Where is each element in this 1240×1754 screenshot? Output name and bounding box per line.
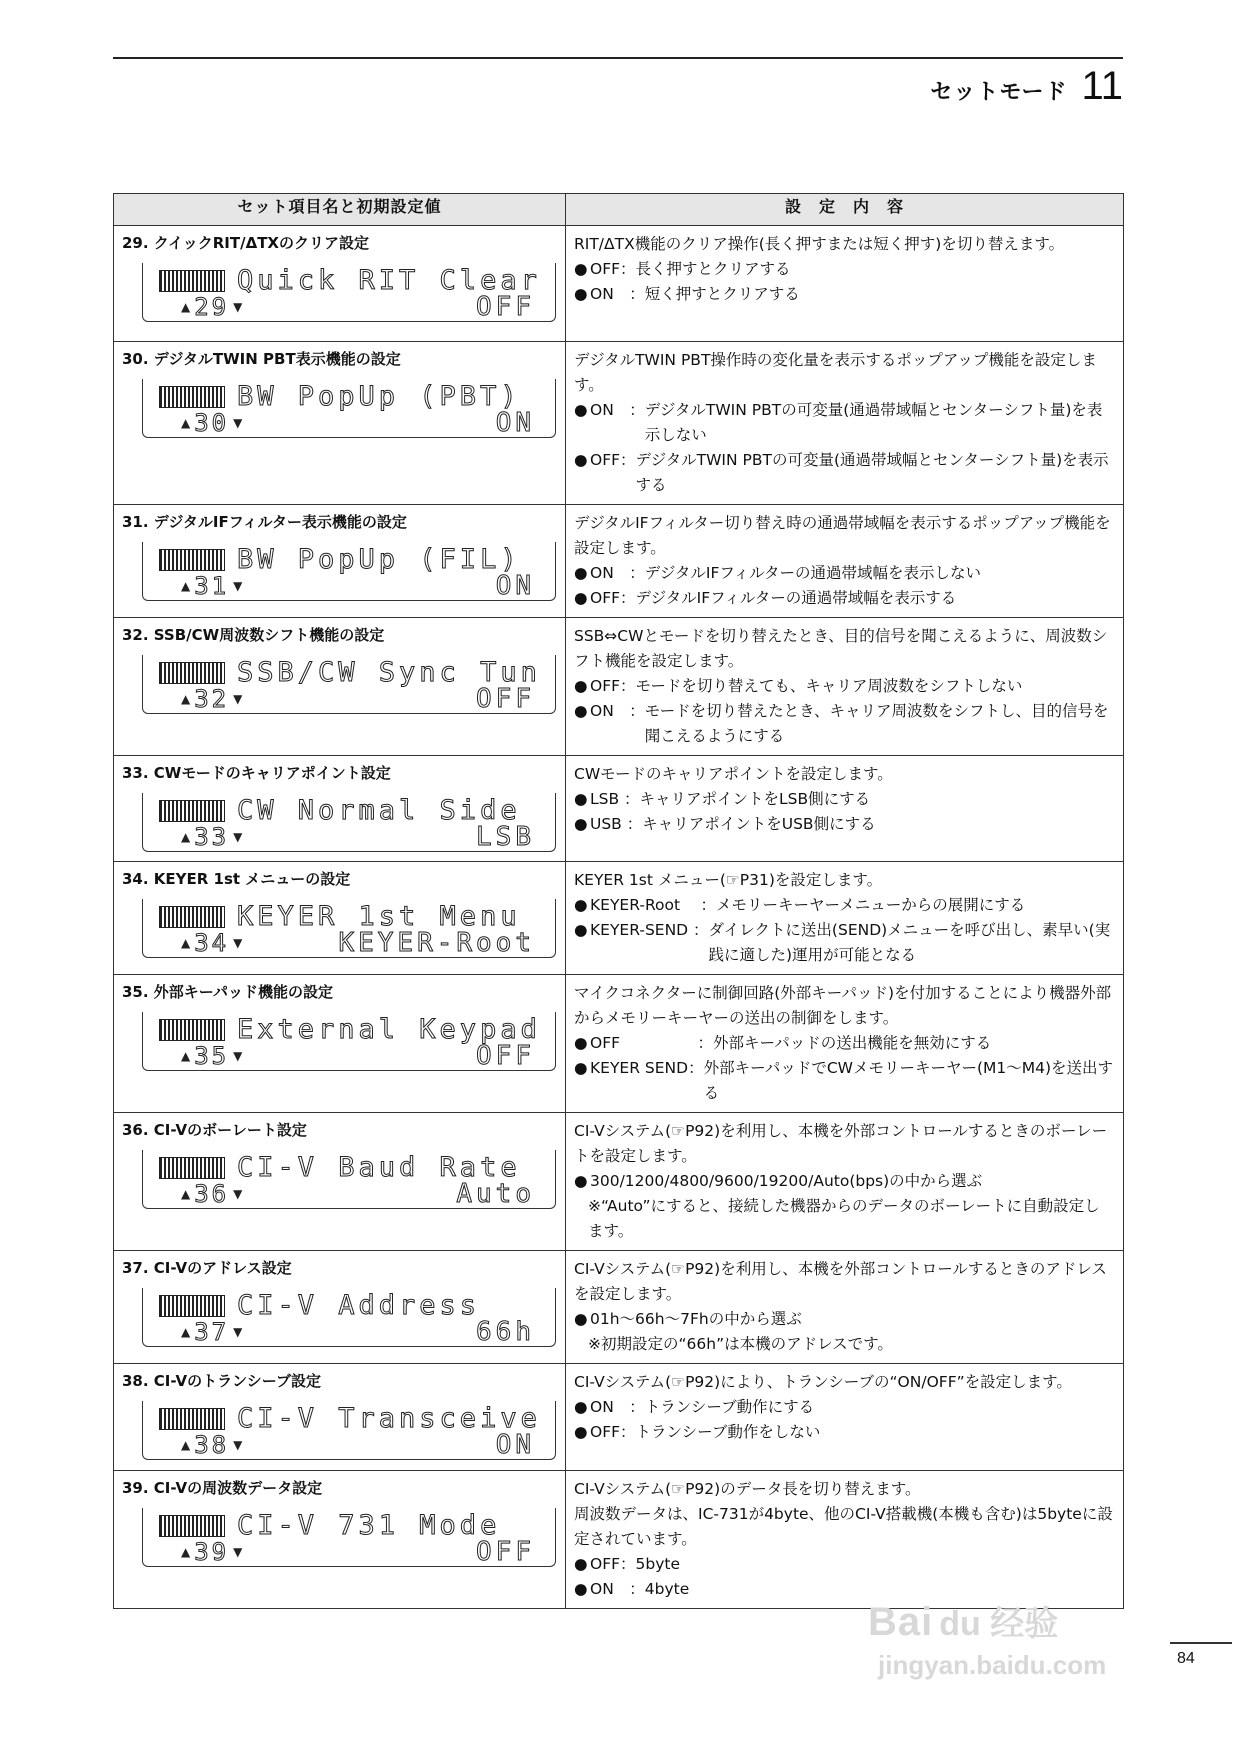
bullet-item — [574, 699, 1115, 749]
down-arrow-icon: ▼ — [233, 936, 243, 950]
option-text: キャリアポイントをLSB側にする — [639, 790, 871, 808]
set-mode-icon — [159, 906, 225, 928]
option-text: デジタルIFフィルターの通過帯域幅を表示する — [635, 589, 957, 607]
bullet-item — [574, 787, 1115, 812]
description-text: マイクコネクターに制御回路(外部キーパッド)を付加することにより機器外部からメモリーキーヤーの送出の制御をします。 — [574, 984, 1112, 1027]
option-key: OFF： — [590, 1555, 636, 1573]
bullet-icon: ● — [574, 1555, 588, 1573]
bullet-icon: ● — [574, 1580, 588, 1598]
lcd-default-value: Auto — [456, 1179, 535, 1209]
up-arrow-icon: ▲ — [181, 416, 191, 430]
content-cell — [566, 1364, 1124, 1471]
lcd-item-number: 30 — [194, 409, 230, 437]
description-text: KEYER 1st メニュー(☞P31)を設定します。 — [574, 871, 883, 889]
bullet-item — [574, 257, 1115, 282]
lcd-display — [142, 263, 556, 322]
item-cell — [114, 1364, 566, 1471]
bullet-item — [574, 812, 1115, 837]
col-header-item: セット項目名と初期設定値 — [114, 194, 566, 226]
option-text: キャリアポイントをUSB側にする — [642, 815, 876, 833]
lcd-default-value: OFF — [476, 1537, 535, 1567]
bullet-icon: ● — [574, 285, 588, 303]
content-cell — [566, 618, 1124, 756]
up-arrow-icon: ▲ — [181, 692, 191, 706]
item-cell — [114, 618, 566, 756]
bullet-item — [574, 893, 1115, 918]
option-text: 長く押すとクリアする — [635, 260, 791, 278]
bullet-icon: ● — [574, 260, 588, 278]
lcd-display — [142, 542, 556, 601]
lcd-item-name: External Keypad — [237, 1014, 541, 1045]
content-cell — [566, 1113, 1124, 1251]
lcd-default-value: ON — [495, 1430, 535, 1460]
lcd-item-name: CW Normal Side — [237, 795, 521, 826]
item-cell — [114, 862, 566, 975]
description-text: CI-Vシステム(☞P92)を利用し、本機を外部コントロールするときのアドレスを設定します。 — [574, 1260, 1107, 1303]
item-cell — [114, 505, 566, 618]
lcd-display — [142, 1508, 556, 1567]
option-key: OFF： — [590, 260, 636, 278]
page-number: 84 — [1177, 1650, 1195, 1667]
bullet-item — [574, 918, 1115, 968]
item-title: 32. SSB/CW周波数シフト機能の設定 — [122, 626, 385, 644]
content-cell — [566, 1251, 1124, 1364]
lcd-item-name: CI-V Address — [237, 1290, 481, 1321]
chapter-number: 11 — [1081, 64, 1123, 108]
lcd-default-value: KEYER-Root — [338, 928, 535, 958]
option-text: デジタルTWIN PBTの可変量(通過帯域幅とセンターシフト量)を表示しない — [644, 401, 1103, 444]
lcd-default-value: 66h — [476, 1317, 535, 1347]
set-mode-icon — [159, 1019, 225, 1041]
item-title: 33. CWモードのキャリアポイント設定 — [122, 764, 391, 782]
table-row — [114, 756, 1124, 862]
set-mode-icon — [159, 662, 225, 684]
table-header-row — [114, 194, 1124, 226]
up-arrow-icon: ▲ — [181, 1187, 191, 1201]
description-text: RIT/ΔTX機能のクリア操作(長く押すまたは短く押す)を切り替えます。 — [574, 235, 1065, 253]
watermark-logo — [868, 1596, 1058, 1645]
item-cell — [114, 226, 566, 342]
set-mode-icon — [159, 1157, 225, 1179]
content-cell — [566, 862, 1124, 975]
option-text: 300/1200/4800/9600/19200/Auto(bps)の中から選ぶ — [590, 1172, 983, 1190]
up-arrow-icon: ▲ — [181, 1049, 191, 1063]
option-text: メモリーキーヤーメニューからの展開にする — [716, 896, 1026, 914]
lcd-default-value: ON — [495, 408, 535, 438]
option-key: LSB ： — [590, 790, 640, 808]
bullet-icon: ● — [574, 1034, 588, 1052]
lcd-item-name: CI-V Transceive — [237, 1403, 541, 1434]
lcd-display — [142, 379, 556, 438]
option-key: OFF： — [590, 451, 636, 469]
bullet-icon: ● — [574, 1310, 588, 1328]
bullet-icon: ● — [574, 677, 588, 695]
bullet-icon: ● — [574, 790, 588, 808]
set-mode-icon — [159, 1295, 225, 1317]
lcd-item-name: CI-V 731 Mode — [237, 1510, 501, 1541]
content-cell — [566, 756, 1124, 862]
option-key: ON ： — [590, 564, 645, 582]
lcd-default-value: OFF — [476, 684, 535, 714]
up-arrow-icon: ▲ — [181, 579, 191, 593]
item-cell — [114, 1251, 566, 1364]
bullet-item — [574, 398, 1115, 448]
set-mode-icon — [159, 270, 225, 292]
table-row — [114, 618, 1124, 756]
option-text: トランシーブ動作をしない — [635, 1423, 821, 1441]
bullet-icon: ● — [574, 1423, 588, 1441]
lcd-display — [142, 793, 556, 852]
item-title: 29. クイックRIT/ΔTXのクリア設定 — [122, 234, 369, 252]
option-text: 01h〜66h〜7Fhの中から選ぶ — [590, 1310, 802, 1328]
item-title: 36. CI-Vのボーレート設定 — [122, 1121, 307, 1139]
up-arrow-icon: ▲ — [181, 1438, 191, 1452]
bullet-item — [574, 448, 1115, 498]
lcd-item-number: 35 — [194, 1042, 230, 1070]
lcd-item-number: 38 — [194, 1431, 230, 1459]
item-title: 31. デジタルIFフィルター表示機能の設定 — [122, 513, 407, 531]
option-key: OFF ： — [590, 1034, 714, 1052]
lcd-default-value: OFF — [476, 1041, 535, 1071]
lcd-item-name: KEYER 1st Menu — [237, 901, 521, 932]
down-arrow-icon: ▼ — [233, 692, 243, 706]
item-cell — [114, 342, 566, 505]
bullet-icon: ● — [574, 401, 588, 419]
option-text: ダイレクトに送出(SEND)メニューを呼び出し、素早い(実践に適した)運用が可能となる — [708, 921, 1111, 964]
option-key: OFF： — [590, 677, 636, 695]
set-mode-icon — [159, 1408, 225, 1430]
item-cell — [114, 1113, 566, 1251]
lcd-item-number: 29 — [194, 293, 230, 321]
lcd-item-number: 37 — [194, 1318, 230, 1346]
lcd-display — [142, 655, 556, 714]
lcd-default-value: OFF — [476, 292, 535, 322]
bullet-icon: ● — [574, 896, 588, 914]
set-mode-icon — [159, 549, 225, 571]
option-key: KEYER-SEND ： — [590, 921, 709, 939]
bullet-icon: ● — [574, 815, 588, 833]
bullet-item — [574, 1420, 1115, 1445]
description-text: CI-Vシステム(☞P92)を利用し、本機を外部コントロールするときのボーレートを設定します。 — [574, 1122, 1108, 1165]
lcd-display — [142, 1288, 556, 1347]
watermark-text-2: du 经验 — [939, 1605, 1059, 1643]
bullet-icon: ● — [574, 1059, 588, 1077]
page-header — [930, 64, 1123, 109]
lcd-item-name: BW PopUp (FIL) — [237, 544, 521, 575]
down-arrow-icon: ▼ — [233, 1545, 243, 1559]
set-mode-icon — [159, 386, 225, 408]
bullet-item — [574, 674, 1115, 699]
lcd-item-name: CI-V Baud Rate — [237, 1152, 521, 1183]
option-text: 外部キーパッドでCWメモリーキーヤー(M1〜M4)を送出する — [703, 1059, 1114, 1102]
table-row — [114, 1471, 1124, 1609]
lcd-default-value: LSB — [476, 822, 535, 852]
description-text: SSB⇔CWとモードを切り替えたとき、目的信号を聞こえるように、周波数シフト機能を設定します。 — [574, 627, 1108, 670]
bullet-icon: ● — [574, 1172, 588, 1190]
down-arrow-icon: ▼ — [233, 1187, 243, 1201]
watermark-text-1: Bai — [868, 1600, 934, 1644]
bullet-item — [574, 561, 1115, 586]
table-row — [114, 975, 1124, 1113]
lcd-item-number: 31 — [194, 572, 230, 600]
down-arrow-icon: ▼ — [233, 1325, 243, 1339]
option-text: 短く押すとクリアする — [644, 285, 800, 303]
set-mode-icon — [159, 800, 225, 822]
down-arrow-icon: ▼ — [233, 1049, 243, 1063]
lcd-item-name: Quick RIT Clear — [237, 265, 541, 296]
bullet-icon: ● — [574, 702, 588, 720]
description-text: CI-Vシステム(☞P92)により、トランシーブの“ON/OFF”を設定します。 — [574, 1373, 1072, 1391]
down-arrow-icon: ▼ — [233, 579, 243, 593]
table-row — [114, 226, 1124, 342]
item-cell — [114, 975, 566, 1113]
item-title: 30. デジタルTWIN PBT表示機能の設定 — [122, 350, 401, 368]
page-number-rule — [1170, 1642, 1232, 1644]
option-text: 外部キーパッドの送出機能を無効にする — [713, 1034, 992, 1052]
item-title: 34. KEYER 1st メニューの設定 — [122, 870, 351, 888]
bullet-item — [574, 1169, 1115, 1194]
table-row — [114, 1113, 1124, 1251]
lcd-display — [142, 1150, 556, 1209]
bullet-icon: ● — [574, 564, 588, 582]
up-arrow-icon: ▲ — [181, 1325, 191, 1339]
bullet-item — [574, 1307, 1115, 1332]
up-arrow-icon: ▲ — [181, 830, 191, 844]
item-title: 37. CI-Vのアドレス設定 — [122, 1259, 292, 1277]
item-title: 35. 外部キーパッド機能の設定 — [122, 983, 334, 1001]
bullet-icon: ● — [574, 921, 588, 939]
bullet-item — [574, 1056, 1115, 1106]
up-arrow-icon: ▲ — [181, 936, 191, 950]
content-cell — [566, 975, 1124, 1113]
option-key: OFF： — [590, 589, 636, 607]
lcd-display — [142, 1401, 556, 1460]
lcd-display — [142, 899, 556, 958]
bullet-item — [574, 1552, 1115, 1577]
option-key: ON ： — [590, 285, 645, 303]
down-arrow-icon: ▼ — [233, 416, 243, 430]
item-cell — [114, 1471, 566, 1609]
bullet-icon: ● — [574, 589, 588, 607]
option-key: ON ： — [590, 1580, 645, 1598]
option-key: KEYER-Root ： — [590, 896, 716, 914]
option-key: OFF： — [590, 1423, 636, 1441]
table-row — [114, 1251, 1124, 1364]
table-row — [114, 505, 1124, 618]
content-cell — [566, 342, 1124, 505]
option-text: 5byte — [635, 1555, 681, 1573]
content-cell — [566, 505, 1124, 618]
top-rule — [113, 57, 1123, 59]
bullet-item — [574, 586, 1115, 611]
item-title: 39. CI-Vの周波数データ設定 — [122, 1479, 323, 1497]
watermark-url: jingyan.baidu.com — [878, 1650, 1107, 1680]
down-arrow-icon: ▼ — [233, 300, 243, 314]
lcd-display — [142, 1012, 556, 1071]
option-text: トランシーブ動作にする — [644, 1398, 815, 1416]
content-cell — [566, 1471, 1124, 1609]
table-body — [114, 226, 1124, 1609]
down-arrow-icon: ▼ — [233, 1438, 243, 1452]
table-row — [114, 1364, 1124, 1471]
description-text: CWモードのキャリアポイントを設定します。 — [574, 765, 893, 783]
option-key: KEYER SEND： — [590, 1059, 704, 1077]
note-text: ※“Auto”にすると、接続した機器からのデータのボーレートに自動設定します。 — [588, 1197, 1100, 1240]
table-row — [114, 342, 1124, 505]
bullet-item — [574, 1031, 1115, 1056]
item-title: 38. CI-Vのトランシーブ設定 — [122, 1372, 322, 1390]
up-arrow-icon: ▲ — [181, 300, 191, 314]
option-text: デジタルTWIN PBTの可変量(通過帯域幅とセンターシフト量)を表示する — [635, 451, 1109, 494]
option-text: 4byte — [644, 1580, 690, 1598]
down-arrow-icon: ▼ — [233, 830, 243, 844]
table-row — [114, 862, 1124, 975]
option-key: USB ： — [590, 815, 643, 833]
option-key: ON ： — [590, 401, 645, 419]
bullet-item — [574, 282, 1115, 307]
lcd-item-number: 34 — [194, 929, 230, 957]
lcd-default-value: ON — [495, 571, 535, 601]
option-text: モードを切り替えても、キャリア周波数をシフトしない — [635, 677, 1023, 695]
option-text: デジタルIFフィルターの通過帯域幅を表示しない — [644, 564, 981, 582]
option-text: モードを切り替えたとき、キャリア周波数をシフトし、目的信号を聞こえるようにする — [644, 702, 1109, 745]
lcd-item-name: SSB/CW Sync Tun — [237, 657, 541, 688]
col-header-content: 設 定 内 容 — [566, 194, 1124, 226]
settings-table — [113, 193, 1124, 1609]
description-text: デジタルIFフィルター切り替え時の通過帯域幅を表示するポップアップ機能を設定します。 — [574, 514, 1111, 557]
lcd-item-number: 39 — [194, 1538, 230, 1566]
lcd-item-number: 33 — [194, 823, 230, 851]
description-text: デジタルTWIN PBT操作時の変化量を表示するポップアップ機能を設定します。 — [574, 351, 1097, 394]
set-mode-icon — [159, 1515, 225, 1537]
item-cell — [114, 756, 566, 862]
up-arrow-icon: ▲ — [181, 1545, 191, 1559]
option-key: ON ： — [590, 702, 645, 720]
lcd-item-name: BW PopUp (PBT) — [237, 381, 521, 412]
option-key: ON ： — [590, 1398, 645, 1416]
bullet-icon: ● — [574, 1398, 588, 1416]
lcd-item-number: 36 — [194, 1180, 230, 1208]
lcd-item-number: 32 — [194, 685, 230, 713]
content-cell — [566, 226, 1124, 342]
description-text: 周波数データは、IC-731が4byte、他のCI-V搭載機(本機も含む)は5byteに設定されています。 — [574, 1505, 1113, 1548]
description-text: CI-Vシステム(☞P92)のデータ長を切り替えます。 — [574, 1480, 921, 1498]
section-title: セットモード — [930, 80, 1068, 105]
note-text: ※初期設定の“66h”は本機のアドレスです。 — [588, 1335, 893, 1353]
bullet-item — [574, 1395, 1115, 1420]
bullet-icon: ● — [574, 451, 588, 469]
